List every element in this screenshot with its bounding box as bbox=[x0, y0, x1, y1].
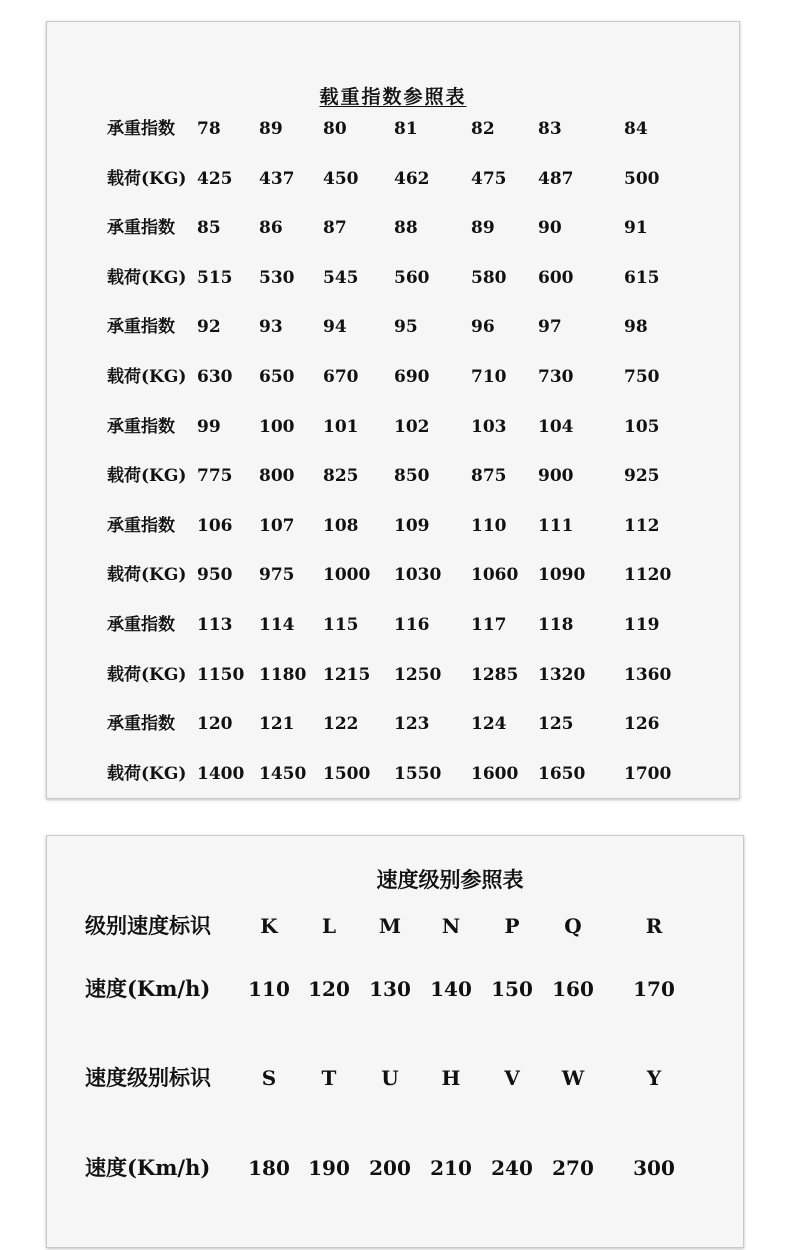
table-cell: 130 bbox=[369, 977, 411, 1001]
table-cell: 900 bbox=[538, 466, 574, 487]
table-cell: 89 bbox=[471, 218, 495, 239]
table-row bbox=[47, 560, 739, 590]
table-cell: 1450 bbox=[259, 763, 307, 784]
table-cell: 120 bbox=[308, 977, 350, 1001]
row-label: 承重指数 bbox=[107, 615, 175, 635]
table-cell: 580 bbox=[471, 267, 507, 288]
table-cell: 122 bbox=[323, 714, 359, 735]
row-label: 载荷(KG) bbox=[107, 168, 187, 189]
table-cell: 116 bbox=[394, 615, 430, 635]
table-cell: 800 bbox=[259, 466, 295, 487]
table-cell: 96 bbox=[471, 317, 495, 338]
table-cell: 530 bbox=[259, 267, 295, 288]
table-cell: 108 bbox=[323, 515, 359, 536]
table-cell: 86 bbox=[259, 218, 283, 239]
table-cell: 1030 bbox=[394, 565, 442, 586]
table-cell: W bbox=[561, 1066, 585, 1090]
table-cell: 170 bbox=[633, 977, 675, 1001]
table-cell: 600 bbox=[538, 267, 574, 288]
row-label: 载荷(KG) bbox=[107, 565, 187, 586]
table-row bbox=[47, 1061, 743, 1095]
table-cell: 487 bbox=[538, 168, 574, 189]
table-cell: 462 bbox=[394, 168, 430, 189]
table-cell: 110 bbox=[471, 515, 507, 536]
row-label: 承重指数 bbox=[107, 714, 175, 735]
table-cell: 111 bbox=[538, 515, 574, 536]
table-cell: 123 bbox=[394, 714, 430, 735]
table-cell: 97 bbox=[538, 317, 562, 338]
table-cell: M bbox=[378, 914, 402, 938]
row-label: 速度(Km/h) bbox=[85, 1155, 211, 1180]
table-cell: S bbox=[261, 1066, 277, 1090]
row-label: 级别速度标识 bbox=[85, 913, 211, 938]
row-label: 载荷(KG) bbox=[107, 664, 187, 685]
table-cell: 1180 bbox=[259, 664, 307, 685]
table-row bbox=[47, 909, 743, 943]
row-label: 载荷(KG) bbox=[107, 763, 187, 784]
table-cell: 101 bbox=[323, 416, 359, 437]
table-cell: 121 bbox=[259, 714, 295, 735]
table-cell: 240 bbox=[491, 1156, 533, 1180]
table-cell: 78 bbox=[197, 119, 221, 139]
table-cell: 690 bbox=[394, 367, 430, 387]
table-cell: 160 bbox=[552, 977, 594, 1001]
table-row bbox=[47, 1151, 743, 1185]
table-cell: R bbox=[645, 914, 663, 938]
table-cell: 118 bbox=[538, 615, 574, 635]
table-row bbox=[47, 164, 739, 194]
table-cell: 1120 bbox=[624, 565, 672, 586]
table-cell: 1250 bbox=[394, 664, 442, 685]
table-cell: 475 bbox=[471, 168, 507, 189]
table-cell: 92 bbox=[197, 317, 221, 338]
table-row bbox=[47, 461, 739, 491]
table-row bbox=[47, 660, 739, 690]
table-cell: 270 bbox=[552, 1156, 594, 1180]
table-cell: 112 bbox=[624, 515, 660, 536]
table-cell: L bbox=[321, 914, 337, 938]
table-cell: 425 bbox=[197, 168, 233, 189]
table-cell: 775 bbox=[197, 466, 233, 487]
table-cell: 115 bbox=[323, 615, 359, 635]
table-cell: 210 bbox=[430, 1156, 472, 1180]
table-cell: 107 bbox=[259, 515, 295, 536]
table-cell: 1700 bbox=[624, 763, 672, 784]
table-cell: 150 bbox=[491, 977, 533, 1001]
speed-rating-table bbox=[46, 835, 744, 1248]
table-cell: P bbox=[504, 914, 520, 938]
table-cell: 93 bbox=[259, 317, 283, 338]
table-cell: 1090 bbox=[538, 565, 586, 586]
table-cell: 545 bbox=[323, 267, 359, 288]
table-cell: 180 bbox=[248, 1156, 290, 1180]
table-cell: 200 bbox=[369, 1156, 411, 1180]
table-cell: T bbox=[321, 1066, 337, 1090]
table-cell: 106 bbox=[197, 515, 233, 536]
table-cell: 515 bbox=[197, 267, 233, 288]
table-cell: 85 bbox=[197, 218, 221, 239]
table-cell: 124 bbox=[471, 714, 507, 735]
table-cell: H bbox=[441, 1066, 461, 1090]
load-index-table bbox=[46, 21, 740, 799]
table-cell: 500 bbox=[624, 168, 660, 189]
table-cell: Y bbox=[646, 1066, 662, 1090]
table-cell: 120 bbox=[197, 714, 233, 735]
table-cell: 875 bbox=[471, 466, 507, 487]
table-cell: 91 bbox=[624, 218, 648, 239]
table-row bbox=[47, 114, 739, 144]
row-label: 承重指数 bbox=[107, 515, 175, 536]
table-cell: 117 bbox=[471, 615, 507, 635]
table-row bbox=[47, 709, 739, 739]
table-cell: 1500 bbox=[323, 763, 371, 784]
table-cell: 89 bbox=[259, 119, 283, 139]
table-cell: 1000 bbox=[323, 565, 371, 586]
table-cell: 100 bbox=[259, 416, 295, 437]
table-cell: 103 bbox=[471, 416, 507, 437]
table-cell: 1650 bbox=[538, 763, 586, 784]
table-cell: 113 bbox=[197, 615, 233, 635]
table-row bbox=[47, 213, 739, 243]
table-cell: 710 bbox=[471, 367, 507, 387]
table-cell: 140 bbox=[430, 977, 472, 1001]
table-cell: 1550 bbox=[394, 763, 442, 784]
table-row bbox=[47, 312, 739, 342]
table-cell: 90 bbox=[538, 218, 562, 239]
table-cell: 190 bbox=[308, 1156, 350, 1180]
table-cell: 1600 bbox=[471, 763, 519, 784]
table-cell: 88 bbox=[394, 218, 418, 239]
row-label: 速度(Km/h) bbox=[85, 976, 211, 1001]
table-row bbox=[47, 263, 739, 293]
table-cell: 1400 bbox=[197, 763, 245, 784]
table-cell: 650 bbox=[259, 367, 295, 387]
table-cell: 750 bbox=[624, 367, 660, 387]
row-label: 载荷(KG) bbox=[107, 367, 187, 387]
table-cell: 615 bbox=[624, 267, 660, 288]
speed-table-title: 速度级别参照表 bbox=[376, 867, 524, 892]
table-cell: 1360 bbox=[624, 664, 672, 685]
row-label: 速度级别标识 bbox=[85, 1065, 211, 1090]
table-cell: 94 bbox=[323, 317, 347, 338]
row-label: 载荷(KG) bbox=[107, 267, 187, 288]
table-cell: 104 bbox=[538, 416, 574, 437]
table-cell: 109 bbox=[394, 515, 430, 536]
table-cell: V bbox=[504, 1066, 520, 1090]
load-table-title: 载重指数参照表 bbox=[319, 86, 467, 108]
table-cell: K bbox=[260, 914, 278, 938]
table-cell: 1150 bbox=[197, 664, 245, 685]
table-cell: 825 bbox=[323, 466, 359, 487]
table-cell: 1060 bbox=[471, 565, 519, 586]
table-cell: 730 bbox=[538, 367, 574, 387]
table-cell: 83 bbox=[538, 119, 562, 139]
table-cell: 670 bbox=[323, 367, 359, 387]
table-cell: 450 bbox=[323, 168, 359, 189]
table-cell: 950 bbox=[197, 565, 233, 586]
table-cell: 114 bbox=[259, 615, 295, 635]
table-cell: 82 bbox=[471, 119, 495, 139]
table-cell: 925 bbox=[624, 466, 660, 487]
table-cell: 105 bbox=[624, 416, 660, 437]
table-cell: 119 bbox=[624, 615, 660, 635]
table-cell: 87 bbox=[323, 218, 347, 239]
table-cell: Q bbox=[564, 914, 582, 938]
table-cell: 1285 bbox=[471, 664, 519, 685]
table-cell: 98 bbox=[624, 317, 648, 338]
table-cell: 99 bbox=[197, 416, 221, 437]
table-cell: 102 bbox=[394, 416, 430, 437]
table-cell: U bbox=[381, 1066, 399, 1090]
table-cell: 95 bbox=[394, 317, 418, 338]
table-cell: 560 bbox=[394, 267, 430, 288]
table-cell: 975 bbox=[259, 565, 295, 586]
table-cell: 437 bbox=[259, 168, 295, 189]
table-row bbox=[47, 412, 739, 442]
table-cell: 1215 bbox=[323, 664, 371, 685]
table-cell: 84 bbox=[624, 119, 648, 139]
table-cell: 850 bbox=[394, 466, 430, 487]
row-label: 载荷(KG) bbox=[107, 466, 187, 487]
row-label: 承重指数 bbox=[107, 317, 175, 338]
table-cell: 125 bbox=[538, 714, 574, 735]
table-row bbox=[47, 972, 743, 1006]
row-label: 承重指数 bbox=[107, 218, 175, 239]
table-row bbox=[47, 610, 739, 640]
row-label: 承重指数 bbox=[107, 416, 175, 437]
table-cell: 300 bbox=[633, 1156, 675, 1180]
table-cell: 126 bbox=[624, 714, 660, 735]
table-row bbox=[47, 511, 739, 541]
table-cell: N bbox=[441, 914, 461, 938]
table-cell: 630 bbox=[197, 367, 233, 387]
table-row bbox=[47, 759, 739, 789]
table-row bbox=[47, 362, 739, 392]
table-cell: 1320 bbox=[538, 664, 586, 685]
row-label: 承重指数 bbox=[107, 119, 175, 139]
table-cell: 81 bbox=[394, 119, 418, 139]
table-cell: 110 bbox=[248, 977, 290, 1001]
table-cell: 80 bbox=[323, 119, 347, 139]
